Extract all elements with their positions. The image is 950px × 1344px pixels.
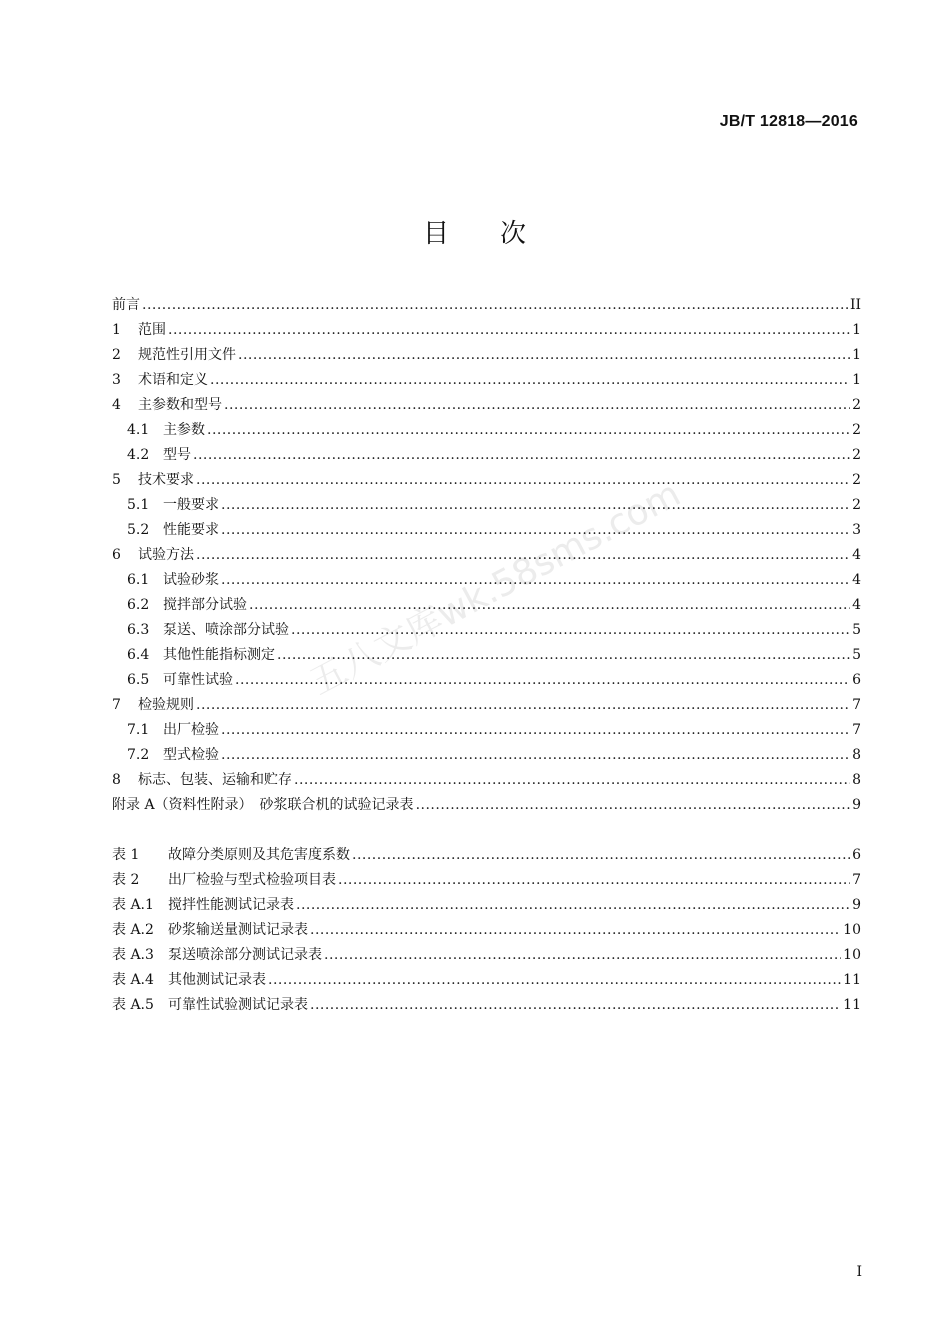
- toc-page: 4: [852, 547, 861, 563]
- leader-dots: [196, 469, 850, 491]
- toc-entry-5-1[interactable]: [112, 494, 861, 516]
- toc-entry-4-1[interactable]: [112, 419, 861, 441]
- page-number: I: [856, 1264, 862, 1280]
- toc-entry-annex-a[interactable]: [112, 794, 861, 816]
- toc-page: 1: [852, 347, 861, 363]
- toc-entry-8[interactable]: [112, 769, 861, 791]
- table-page: 10: [843, 922, 861, 938]
- table-label: 其他测试记录表: [168, 972, 266, 988]
- toc-number: 5.2: [127, 522, 150, 538]
- leader-dots: [352, 844, 850, 866]
- leader-dots: [310, 994, 841, 1016]
- leader-dots: [324, 944, 841, 966]
- page-title: [0, 213, 950, 250]
- leader-dots: [338, 869, 850, 891]
- leader-dots: [221, 569, 850, 591]
- toc-label: 一般要求: [163, 497, 219, 513]
- toc-page: 8: [852, 747, 861, 763]
- leader-dots: [196, 544, 850, 566]
- toc-number: 6.2: [127, 597, 150, 613]
- toc-label: 其他性能指标测定: [163, 647, 275, 663]
- leader-dots: [196, 694, 850, 716]
- toc-number: 6: [112, 547, 121, 563]
- toc-page: 2: [852, 497, 861, 513]
- leader-dots: [221, 744, 850, 766]
- toc-number: 4.2: [127, 447, 150, 463]
- leader-dots: [238, 344, 850, 366]
- leader-dots: [235, 669, 850, 691]
- toc-label: 可靠性试验: [163, 672, 233, 688]
- toc-page: 2: [852, 397, 861, 413]
- toc-page: 2: [852, 447, 861, 463]
- title-char-2: 次: [500, 219, 528, 249]
- leader-dots: [221, 719, 850, 741]
- leader-dots: [291, 619, 850, 641]
- toc-label: 出厂检验: [163, 722, 219, 738]
- table-label: 泵送喷涂部分测试记录表: [168, 947, 322, 963]
- toc-number: 4.1: [127, 422, 150, 438]
- toc-number: 7: [112, 697, 121, 713]
- leader-dots: [224, 394, 850, 416]
- toc-label: 搅拌部分试验: [163, 597, 247, 613]
- toc-page: 9: [852, 797, 861, 813]
- toc-label: 试验砂浆: [163, 572, 219, 588]
- toc-entry-5-2[interactable]: [112, 519, 861, 541]
- toc-number: 6.1: [127, 572, 150, 588]
- toc-page: II: [849, 297, 861, 313]
- toc-page: 7: [852, 722, 861, 738]
- table-page: 11: [843, 972, 861, 988]
- leader-dots: [416, 794, 851, 816]
- table-label: 出厂检验与型式检验项目表: [168, 872, 336, 888]
- toc-table-2[interactable]: [112, 869, 861, 891]
- toc-entry-6-2[interactable]: [112, 594, 861, 616]
- toc-label: 前言: [112, 297, 140, 313]
- toc-table-a5[interactable]: [112, 994, 861, 1016]
- toc-table-a3[interactable]: [112, 944, 861, 966]
- standard-code: JB/T 12818—2016: [719, 113, 858, 130]
- leader-dots: [249, 594, 850, 616]
- toc-number: 3: [112, 372, 121, 388]
- leader-dots: [277, 644, 850, 666]
- toc-table-a4[interactable]: [112, 969, 861, 991]
- toc-page: 6: [852, 672, 861, 688]
- toc-label: 技术要求: [138, 472, 194, 488]
- toc-entry-7[interactable]: [112, 694, 861, 716]
- toc-entry-4-2[interactable]: [112, 444, 861, 466]
- toc-number: 6.4: [127, 647, 150, 663]
- toc-page: 1: [852, 372, 861, 388]
- toc-entry-3[interactable]: [112, 369, 861, 391]
- toc-entry-6-1[interactable]: [112, 569, 861, 591]
- table-number: 表 A.3: [112, 947, 154, 963]
- leader-dots: [221, 494, 850, 516]
- toc-entry-7-1[interactable]: [112, 719, 861, 741]
- toc-page: 2: [852, 472, 861, 488]
- toc-number: 5.1: [127, 497, 150, 513]
- toc-number: 5: [112, 472, 121, 488]
- table-label: 可靠性试验测试记录表: [168, 997, 308, 1013]
- table-number: 表 A.1: [112, 897, 154, 913]
- toc-label: 型号: [163, 447, 191, 463]
- toc-entry-7-2[interactable]: [112, 744, 861, 766]
- toc-number: 2: [112, 347, 121, 363]
- toc-label: 泵送、喷涂部分试验: [163, 622, 289, 638]
- table-page: 9: [852, 897, 861, 913]
- table-label: 故障分类原则及其危害度系数: [168, 847, 350, 863]
- toc-page: 5: [852, 647, 861, 663]
- toc-page: 4: [852, 597, 861, 613]
- toc-entry-2[interactable]: [112, 344, 861, 366]
- toc-entry-5[interactable]: [112, 469, 861, 491]
- table-number: 表 A.2: [112, 922, 154, 938]
- toc-label: 附录 A（资料性附录） 砂浆联合机的试验记录表: [112, 797, 414, 813]
- toc-label: 型式检验: [163, 747, 219, 763]
- leader-dots: [168, 319, 850, 341]
- title-char-1: 目: [422, 219, 450, 249]
- toc-label: 检验规则: [138, 697, 194, 713]
- toc-label: 范围: [138, 322, 166, 338]
- toc-entry-6-3[interactable]: [112, 619, 861, 641]
- leader-dots: [193, 444, 850, 466]
- toc-entry-6-4[interactable]: [112, 644, 861, 666]
- table-number: 表 1: [112, 847, 140, 863]
- toc-number: 8: [112, 772, 121, 788]
- table-page: 7: [852, 872, 861, 888]
- toc-label: 术语和定义: [138, 372, 208, 388]
- toc-label: 主参数: [163, 422, 205, 438]
- table-page: 11: [843, 997, 861, 1013]
- leader-dots: [268, 969, 841, 991]
- toc-entry-6-5[interactable]: [112, 669, 861, 691]
- toc-number: 6.5: [127, 672, 150, 688]
- leader-dots: [210, 369, 850, 391]
- toc-label: 性能要求: [163, 522, 219, 538]
- toc-number: 1: [112, 322, 121, 338]
- toc-table-a1[interactable]: [112, 894, 861, 916]
- toc-page: 4: [852, 572, 861, 588]
- toc-entry-1[interactable]: [112, 319, 861, 341]
- leader-dots: [142, 294, 848, 316]
- toc-label: 试验方法: [138, 547, 194, 563]
- toc-table-1[interactable]: [112, 844, 861, 866]
- toc-page: 3: [852, 522, 861, 538]
- leader-dots: [310, 919, 841, 941]
- table-page: 6: [852, 847, 861, 863]
- toc-page: 7: [852, 697, 861, 713]
- leader-dots: [296, 894, 850, 916]
- toc-number: 7.2: [127, 747, 150, 763]
- watermark: 五八文库wk.58sms.com: [303, 473, 688, 704]
- toc-entry-6[interactable]: [112, 544, 861, 566]
- toc-entry-foreword[interactable]: [112, 294, 861, 316]
- toc-page: 5: [852, 622, 861, 638]
- table-number: 表 2: [112, 872, 140, 888]
- toc-page: 2: [852, 422, 861, 438]
- toc-page: 8: [852, 772, 861, 788]
- table-page: 10: [843, 947, 861, 963]
- leader-dots: [221, 519, 850, 541]
- table-label: 砂浆输送量测试记录表: [168, 922, 308, 938]
- toc-number: 6.3: [127, 622, 150, 638]
- table-number: 表 A.4: [112, 972, 154, 988]
- toc-label: 标志、包装、运输和贮存: [138, 772, 292, 788]
- toc-number: 7.1: [127, 722, 150, 738]
- leader-dots: [207, 419, 850, 441]
- leader-dots: [294, 769, 850, 791]
- toc-table-a2[interactable]: [112, 919, 861, 941]
- toc-label: 规范性引用文件: [138, 347, 236, 363]
- toc-number: 4: [112, 397, 121, 413]
- table-number: 表 A.5: [112, 997, 154, 1013]
- table-label: 搅拌性能测试记录表: [168, 897, 294, 913]
- toc-label: 主参数和型号: [138, 397, 222, 413]
- toc-page: 1: [852, 322, 861, 338]
- toc-entry-4[interactable]: [112, 394, 861, 416]
